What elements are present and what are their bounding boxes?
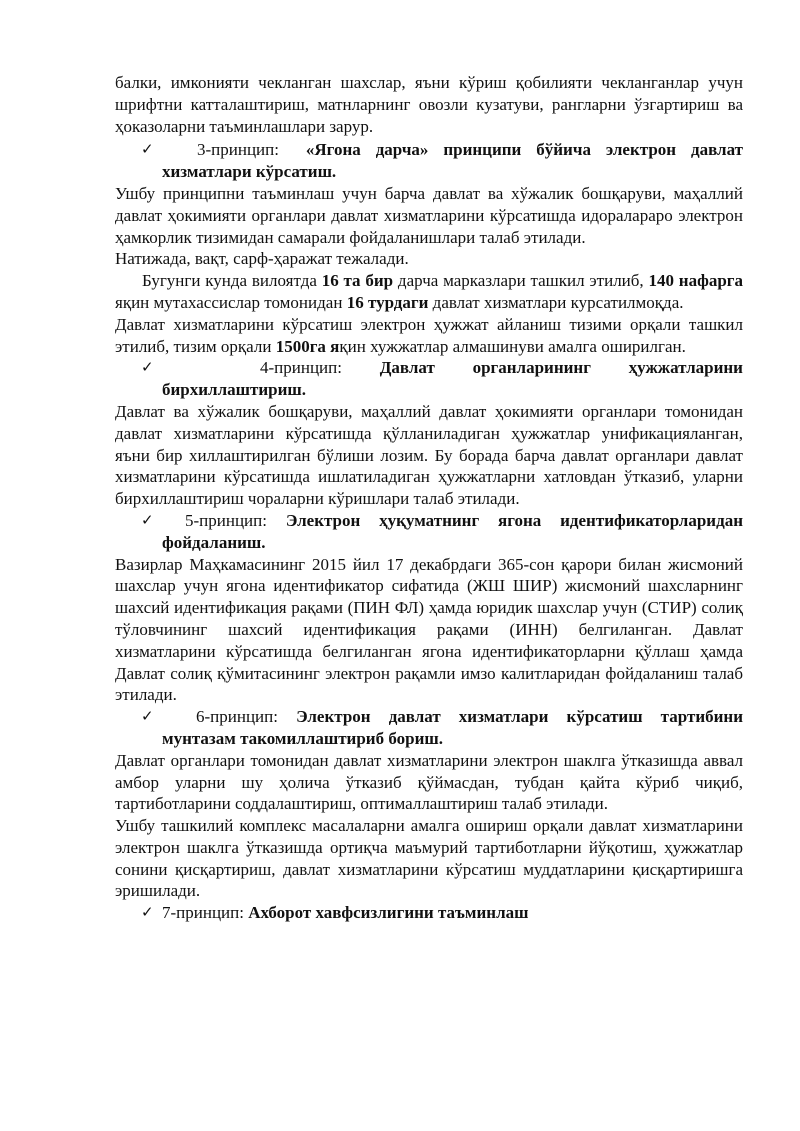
principle-3-result: Натижада, вақт, сарф-ҳаражат тежалади. <box>115 249 409 269</box>
docs-bold-1: 1500га я <box>275 336 340 356</box>
principle-4-title-d: бирхиллаштириш. <box>162 380 306 400</box>
principle-5-text: Вазирлар Маҳкамасининг 2015 йил 17 декабрдаги 365-сон қарори билан жисмоний шахслар учун ягона идентификатор сифатида (ЖШ ШИР) жисмоний шахсларнинг шахсий идентификация рақами (ПИН ФЛ) ҳамда юридик шахслар учун (СТИР) солиқ тўловчининг шахсий идентификация рақами (ИНН) белгиланган. Давлат хизматларини кўрсатишда белгиланган ягона идентификаторларни қўллаш ҳамда Давлат солиқ қўмитасининг электрон рақамли имзо калитларидан фойдаланиш талаб этилади. <box>115 554 743 705</box>
principle-4-heading <box>115 357 743 401</box>
principle-3-docs <box>115 314 743 358</box>
principle-5-label: 5-принцип: <box>185 510 267 530</box>
principle-6-text-2: Ушбу ташкилий комплекс масалаларни амалга ошириш орқали давлат хизматларини электрон шаклга ўтказишда ортиқча маъмурий тартиботларни йўқотиш, ҳужжатлар сонини қисқартириш, давлат хизматларини кўрсатиш муддатларини қисқартиришга эришилади. <box>115 816 743 901</box>
stats-bold-3: 16 турдаги <box>346 292 429 312</box>
checkmark-icon: ✓ <box>141 510 154 529</box>
checkmark-icon: ✓ <box>141 358 154 377</box>
docs-text-1: Давлат хизматларини кўрсатиш электрон ҳужжат айланиш тизими орқали ташкил этилиб, тизим орқали <box>115 314 743 356</box>
principle-7-title: Ахборот хавфсизлигини таъминлаш <box>248 903 529 923</box>
principle-6-heading <box>115 706 743 750</box>
stats-text-2: дарча марказлари ташкил этилиб, <box>393 271 649 291</box>
principle-3-title: «Ягона дарча» принципи бўйича электрон давлат хизматлари кўрсатиш. <box>162 140 744 182</box>
stats-text-1: Бугунги кунда вилоятда <box>142 271 322 291</box>
stats-bold-1: 16 та бир <box>321 271 394 291</box>
principle-4-label: 4-принцип: <box>260 358 342 378</box>
docs-text-2: қин хужжатлар алмашинуви амалга оширилган. <box>339 336 686 356</box>
principle-5-heading <box>115 510 743 554</box>
principle-3-heading <box>115 139 743 183</box>
checkmark-icon: ✓ <box>141 903 154 922</box>
principle-5-title: Электрон ҳуқуматнинг ягона идентификаторларидан фойдаланиш. <box>162 510 743 552</box>
principle-3-stats <box>115 270 743 314</box>
principle-3-label: 3-принцип: <box>197 140 279 160</box>
stats-text-3: яқин мутахассислар томонидан <box>115 292 347 312</box>
stats-text-4: давлат хизматлари курсатилмоқда. <box>428 292 684 312</box>
principle-7-label: 7-принцип: <box>162 903 244 923</box>
principle-7-heading <box>115 902 743 924</box>
intro-paragraph: балки, имконияти чекланган шахслар, яъни кўриш қобилияти чекланганлар учун шрифтни катталаштириш, матнларнинг овозли кузатуви, рангларни ўзгартириш ва ҳоказоларни таъминлашлари зарур. <box>115 73 743 136</box>
checkmark-icon: ✓ <box>141 707 154 726</box>
checkmark-icon: ✓ <box>141 140 154 159</box>
principle-6-text: Давлат органлари томонидан давлат хизматларини электрон шаклга ўтказишда аввал амбор уларни шу ҳолича ўтказиб қўймасдан, тубдан қайта кўриб чиқиб, тартиботларини соддалаштириш, оптималлаштириш талаб этилади. <box>115 750 743 814</box>
principle-4-title-a: Давлат <box>379 358 435 378</box>
principle-4-text: Давлат ва хўжалик бошқаруви, маҳаллий давлат ҳокимияти органлари томонидан давлат хизматларини кўрсатишда қўлланиладиган ҳужжатлар унификацияланган, яъни бир хиллаштирилган бўлиши лозим. Бу борада барча давлат органлари давлат хизматларини кўрсатишда ишлатиладиган ҳужжатларни хатловдан ўтказиб, уларни бирхиллаштириш чораларни кўришлари талаб этилади. <box>115 401 743 509</box>
principle-3-text: Ушбу принципни таъминлаш учун барча давлат ва хўжалик бошқаруви, маҳаллий давлат ҳокимияти органлари давлат хизматларини кўрсатишда идоралараро электрон ҳамкорлик тизимидан самарали фойдаланишлари талаб этилади. <box>115 183 743 247</box>
principle-4-title-b: органларининг <box>472 358 591 378</box>
principle-6-label: 6-принцип: <box>196 707 278 727</box>
principle-4-title-c: ҳужжатларини <box>628 358 743 378</box>
document-page <box>115 72 743 924</box>
principle-6-title: Электрон давлат хизматлари кўрсатиш тартибини мунтазам такомиллаштириб бориш. <box>162 707 744 748</box>
stats-bold-2: 140 нафарга <box>648 271 744 291</box>
